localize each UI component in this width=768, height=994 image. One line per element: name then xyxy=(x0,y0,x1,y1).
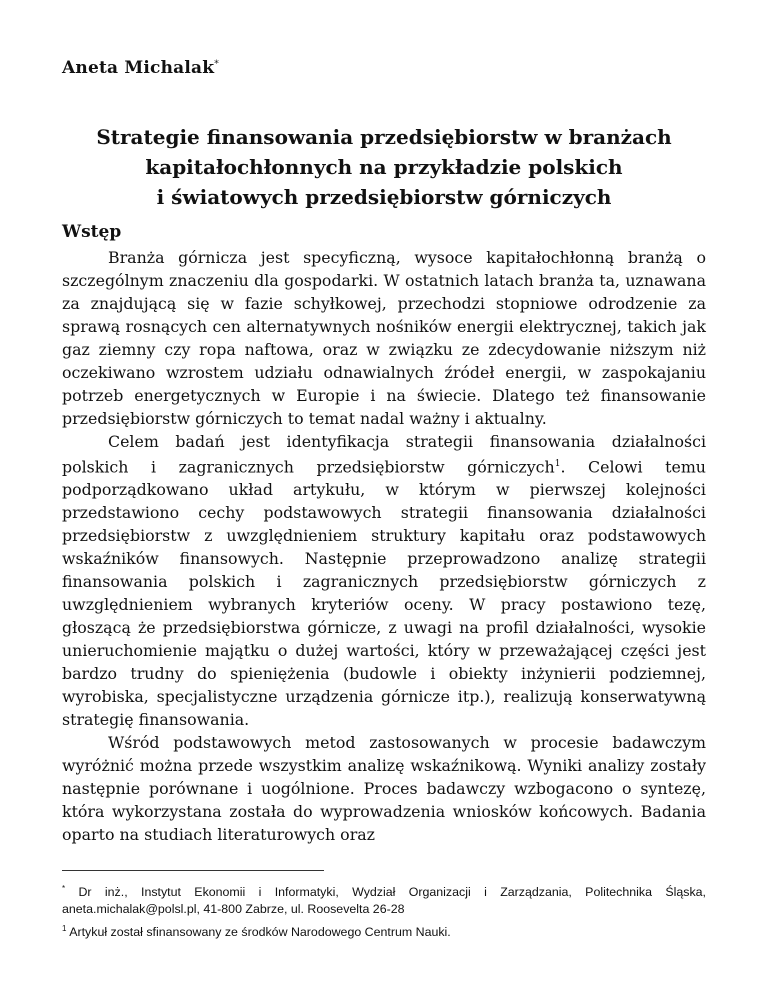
title-line-2: kapitałochłonnych na przykładzie polskich xyxy=(145,155,623,179)
paragraph-2 xyxy=(62,430,706,731)
paragraph-3: Wśród podstawowych metod zastosowanych w procesie badawczym wyróżnić można przede wszystkim analizę wskaźnikową. Wyniki analizy zostały następnie porównane i uogólnione. Proces badawczy wzbogacono o syntezę, która wykorzystana została do wyprowadzenia wniosków końcowych. Badania oparto na studiach literaturowych oraz xyxy=(62,733,706,845)
paragraph-2-start: Celem badań jest identyfikacja strategii finansowania działalności polskich i zagranicznych przedsiębiorstw górniczych xyxy=(62,432,706,477)
footnote-divider xyxy=(62,870,324,871)
footnote-author xyxy=(62,880,706,918)
footnote-1 xyxy=(62,920,706,941)
author-line xyxy=(62,58,219,78)
footnote-ref-1: 1 xyxy=(554,459,561,469)
footnote-1-marker: 1 xyxy=(62,924,67,934)
body-text xyxy=(62,246,706,846)
paper-title xyxy=(62,122,706,212)
footnotes xyxy=(62,880,706,943)
paragraph-1: Branża górnicza jest specyficzną, wysoce kapitałochłonną branżą o szczególnym znaczeniu dla gospodarki. W ostatnich latach branża ta, uznawana za znajdującą się w fazie schyłkowej, przechodzi stopniowe odrodzenie za sprawą rosnących cen alternatywnych nośników energii elektrycznej, takich jak gaz ziemny czy ropa naftowa, oraz w związku ze zdecydowanie niższym niż oczekiwano wzrostem udziału odnawialnych źródeł energii, w zaspokajaniu potrzeb energetycznych w Europie i na świecie. Dlatego też finansowanie przedsiębiorstw górniczych to temat nadal ważny i aktualny. xyxy=(62,248,706,428)
section-heading: Wstęp xyxy=(62,222,122,242)
footnote-author-marker: * xyxy=(62,884,66,893)
footnote-author-text: Dr inż., Instytut Ekonomii i Informatyki, Wydział Organizacji i Zarządzania, Politechnika Śląska, aneta.michalak@polsl.pl, 41-800 Zabrze, ul. Roosevelta 26-28 xyxy=(62,885,706,917)
paragraph-2-rest: . Celowi temu podporządkowano układ artykułu, w którym w pierwszej kolejności przedstawiono cechy podstawowych strategii finansowania działalności przedsiębiorstw z uwzględnieniem struktury kapitału oraz podstawowych wskaźników finansowych. Następnie przeprowadzono analizę strategii finansowania polskich i zagranicznych przedsiębiorstw górniczych z uwzględnieniem wybranych kryteriów oceny. W pracy postawiono tezę, głoszącą że przedsiębiorstwa górnicze, z uwagi na profil działalności, wysokie unieruchomienie majątku o dużej wartości, który w przeważającej części jest bardzo trudny do spieniężenia (budowle i obiekty inżynierii podziemnej, wyrobiska, specjalistyczne urządzenia górnicze itp.), realizują konserwatywną strategię finansowania. xyxy=(62,457,706,730)
author-footnote-marker: * xyxy=(214,59,219,70)
title-line-1: Strategie finansowania przedsiębiorstw w branżach xyxy=(96,125,672,149)
title-line-3: i światowych przedsiębiorstw górniczych xyxy=(156,185,612,209)
footnote-1-text: Artykuł został sfinansowany ze środków Narodowego Centrum Nauki. xyxy=(69,925,451,940)
author-name: Aneta Michalak xyxy=(62,58,215,78)
